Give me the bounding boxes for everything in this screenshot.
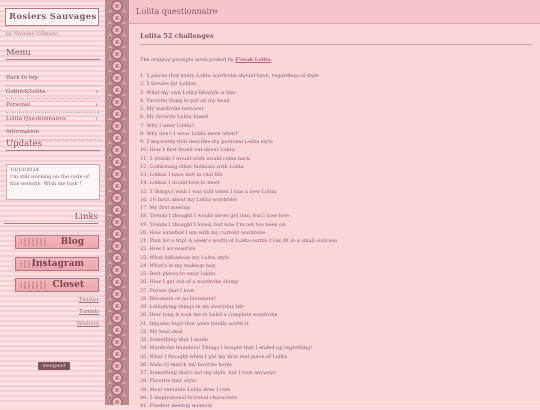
article bbox=[140, 28, 532, 410]
menu-heading: Menu bbox=[6, 48, 100, 60]
list-item: 34. Wardrobe blunders! Things I bought that I ended up regretting! bbox=[140, 345, 313, 352]
menu-item-label: Lolita Questionnaires bbox=[6, 115, 66, 122]
menu-item-label: Personal bbox=[6, 102, 31, 108]
intro-after: . bbox=[270, 57, 273, 63]
designed-badge[interactable]: designed bbox=[38, 362, 70, 370]
list-item: 36. Nails to match my favorite looks bbox=[140, 361, 232, 368]
list-item: 5. My wardrobe turnover bbox=[140, 106, 204, 112]
chevron-right-icon: › bbox=[95, 114, 98, 123]
list-item: 24. What's in my makeup bag bbox=[140, 262, 216, 269]
list-item: 39. Most versatile Lolita item I own bbox=[140, 386, 231, 393]
page-section-title: Lolita questionnaire bbox=[136, 7, 218, 16]
update-box bbox=[6, 164, 100, 200]
links-heading: Links bbox=[4, 212, 98, 224]
blog-button-label: Blog bbox=[60, 237, 84, 247]
list-item: 22. How I accessorize bbox=[140, 246, 196, 253]
menu-item-label: Back to top bbox=[6, 75, 38, 81]
list-item: 10. How I first found out about Lolita bbox=[140, 147, 235, 154]
list-item: 23. What influences my Lolita style bbox=[140, 254, 230, 261]
site-title[interactable]: Rosiers Sauvages bbox=[5, 8, 99, 26]
updates-heading: Updates bbox=[6, 139, 100, 151]
list-item: 25. Best places to wear Lolita bbox=[140, 271, 216, 277]
site-byline: by Noveine Valmane bbox=[6, 31, 58, 37]
list-item: 3. What my own Lolita lifestyle is like bbox=[140, 89, 236, 96]
main-content bbox=[129, 0, 540, 409]
intro-text bbox=[140, 57, 532, 63]
menu-item-label: Gothic&Lolita bbox=[6, 88, 46, 95]
list-item: 31. Impulse buys that were totally worth it bbox=[140, 320, 249, 327]
list-item: 21. Plan for a trip! A week's worth of Lolita outfits I can fit in a small suitcase bbox=[140, 238, 338, 244]
list-item: 15. 3 things I wish I was told when I was a new Lolita bbox=[140, 188, 277, 195]
lace-decoration bbox=[20, 281, 48, 289]
instagram-button-label: Instagram bbox=[31, 259, 84, 269]
source-link[interactable]: F'reak Lolita bbox=[235, 57, 271, 63]
blog-button[interactable] bbox=[15, 235, 99, 249]
list-item: 35. What I thought when I put my first real piece of Lolita bbox=[140, 353, 288, 360]
list-item: 11. 5 trends I would wish would come back bbox=[140, 155, 250, 162]
list-item: 14. Lolitas I would love to meet bbox=[140, 180, 220, 187]
chevron-right-icon: › bbox=[95, 101, 98, 109]
menu-item-label: Information bbox=[6, 129, 40, 135]
menu-item-information[interactable] bbox=[6, 126, 100, 140]
list-item: 13. Lolitas I have met in real life bbox=[140, 172, 223, 178]
wishlist-link[interactable]: Wishlist bbox=[76, 321, 99, 327]
menu-item-personal[interactable] bbox=[6, 99, 100, 113]
twitter-link[interactable]: Twitter bbox=[78, 297, 99, 303]
sidebar-menu bbox=[6, 72, 100, 140]
lace-decoration bbox=[20, 238, 48, 246]
list-item: 6. My favorite Lolita brand bbox=[140, 114, 209, 121]
list-item: 30. How long it took me to build a complete wardrobe bbox=[140, 312, 278, 319]
list-item: 28. Bloomers or no bloomers? bbox=[140, 295, 217, 302]
list-item: 1. 5 pieces that every Lolita wardrobe should have, regardless of style bbox=[140, 73, 319, 79]
lace-border bbox=[105, 0, 129, 405]
page-title: Lolita 52 challenges bbox=[140, 28, 532, 45]
closet-button-label: Closet bbox=[52, 280, 84, 290]
tumblr-link[interactable]: Tumblr bbox=[78, 309, 99, 315]
list-item: 7. Why I wear Lolita? bbox=[140, 122, 195, 129]
list-item: 20. How satisfied I am with my current wardrobe bbox=[140, 229, 266, 236]
sidebar bbox=[0, 0, 105, 405]
list-item: 12. Combining other fashions with Lolita bbox=[140, 163, 244, 170]
closet-button[interactable] bbox=[15, 278, 99, 292]
list-item: 38. Favorite hair style bbox=[140, 378, 196, 385]
list-item: 40. 5 inspirational fictional characters bbox=[140, 394, 238, 401]
instagram-button[interactable] bbox=[15, 257, 99, 271]
list-item: 33. Something that I made bbox=[140, 337, 208, 343]
list-item: 9. 5 keywords that describe my personal Lolita style bbox=[140, 139, 273, 145]
list-item: 2. 5 movies for Lolitas bbox=[140, 81, 197, 88]
list-item: 8. Why don't I wear Lolita more often? bbox=[140, 130, 238, 137]
list-item: 37. Something that's not my style, but I love anyways bbox=[140, 370, 276, 376]
top-bar bbox=[129, 0, 540, 24]
update-date: 10/10/2024 bbox=[10, 167, 39, 173]
list-item: 17. My first meetup bbox=[140, 205, 191, 211]
list-item: 27. Purses that I love bbox=[140, 287, 194, 294]
list-item: 4. Favorite thing to put on my head bbox=[140, 97, 230, 104]
menu-item-lolita-questionnaires[interactable] bbox=[6, 113, 100, 127]
list-item: 32. My beat deal bbox=[140, 328, 183, 335]
list-item: 18. Trends I thought I would never get into, but I now love bbox=[140, 213, 290, 220]
list-item: 29. Lolitafying things in my everyday life bbox=[140, 304, 244, 310]
list-item: 16. 10 facts about my Lolita wardrobe bbox=[140, 196, 237, 203]
challenge-list bbox=[140, 72, 532, 410]
list-item: 19. Trends I thought I loved, but now I'm not too keen on bbox=[140, 221, 286, 228]
update-text: I'm still working on the code of this website. Wish me luck ! bbox=[10, 174, 89, 187]
intro-before: The original prompts were posted by bbox=[140, 57, 234, 63]
chevron-right-icon: › bbox=[95, 87, 98, 96]
menu-item-gothic-lolita[interactable] bbox=[6, 86, 100, 100]
menu-item-back-to-top[interactable] bbox=[6, 72, 100, 86]
list-item: 41. Fondest meetup memory bbox=[140, 403, 213, 409]
list-item: 26. How I get out of a wardrobe slump bbox=[140, 279, 239, 286]
